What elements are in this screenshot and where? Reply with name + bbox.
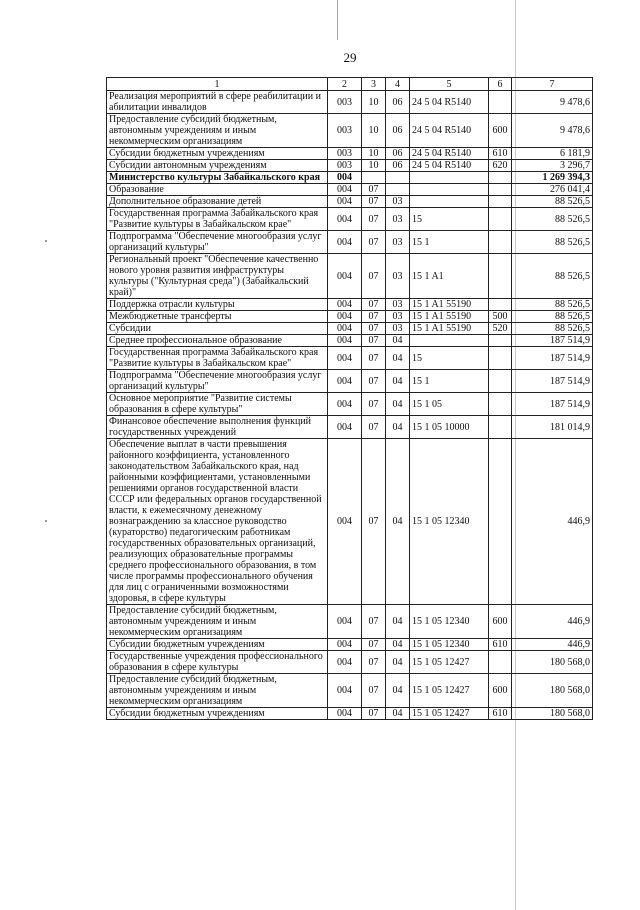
row-pr-cell: 03 bbox=[386, 299, 410, 311]
row-rz-cell: 10 bbox=[362, 91, 386, 114]
row-name-cell: Предоставление субсидий бюджетным, автономным учреждениям и иным некоммерческим организациям bbox=[107, 114, 328, 148]
row-name-cell: Обеспечение выплат в части превышения районного коэффициента, установленного законодательством Забайкальского края, над районными коэффициентами, установленными решениями органов государственной власти СССР или федеральных органов государственной власти, к ежемесячному денежному вознаграждению за классное руководство (кураторство) педагогическим работникам государственных образовательных организаций, реализующих образовательные программы среднего профессионального образования, в том числе программы профессионального обучения для лиц с ограниченными возможностями здоровья, в сфере культуры bbox=[107, 439, 328, 605]
row-vr-cell: 610 bbox=[489, 708, 512, 720]
row-name-cell: Дополнительное образование детей bbox=[107, 196, 328, 208]
row-name-cell: Министерство культуры Забайкальского края bbox=[107, 172, 328, 184]
row-name-cell: Среднее профессиональное образование bbox=[107, 335, 328, 347]
row-name-cell: Субсидии бюджетным учреждениям bbox=[107, 708, 328, 720]
row-name-cell: Субсидии автономным учреждениям bbox=[107, 160, 328, 172]
row-sum-cell: 1 269 394,3 bbox=[512, 172, 593, 184]
row-vr-cell: 600 bbox=[489, 114, 512, 148]
row-sum-cell: 88 526,5 bbox=[512, 299, 593, 311]
row-csr-cell bbox=[410, 184, 489, 196]
row-pr-cell bbox=[386, 184, 410, 196]
row-gr-cell: 004 bbox=[328, 651, 362, 674]
row-vr-cell: 610 bbox=[489, 148, 512, 160]
row-sum-cell: 88 526,5 bbox=[512, 311, 593, 323]
table-row bbox=[107, 172, 593, 184]
table-row bbox=[107, 114, 593, 148]
row-vr-cell bbox=[489, 254, 512, 299]
header-cell: 2 bbox=[328, 78, 362, 91]
table-row bbox=[107, 91, 593, 114]
row-pr-cell: 03 bbox=[386, 208, 410, 231]
row-sum-cell: 181 014,9 bbox=[512, 416, 593, 439]
row-gr-cell: 004 bbox=[328, 311, 362, 323]
row-rz-cell: 07 bbox=[362, 708, 386, 720]
row-vr-cell bbox=[489, 347, 512, 370]
table-row bbox=[107, 254, 593, 299]
row-csr-cell: 15 1 05 12340 bbox=[410, 605, 489, 639]
header-cell: 5 bbox=[410, 78, 489, 91]
row-csr-cell: 15 1 05 10000 bbox=[410, 416, 489, 439]
row-csr-cell: 15 1 05 12340 bbox=[410, 439, 489, 605]
row-name-cell: Реализация мероприятий в сфере реабилитации и абилитации инвалидов bbox=[107, 91, 328, 114]
table-body bbox=[107, 91, 593, 720]
row-csr-cell: 15 1 05 12427 bbox=[410, 708, 489, 720]
table-row bbox=[107, 416, 593, 439]
row-csr-cell: 15 1 bbox=[410, 370, 489, 393]
row-csr-cell: 15 1 A1 55190 bbox=[410, 311, 489, 323]
header-cell: 3 bbox=[362, 78, 386, 91]
table-header-row bbox=[107, 78, 593, 91]
row-vr-cell bbox=[489, 172, 512, 184]
row-sum-cell: 446,9 bbox=[512, 639, 593, 651]
row-rz-cell: 07 bbox=[362, 335, 386, 347]
row-pr-cell: 04 bbox=[386, 370, 410, 393]
row-csr-cell: 15 1 bbox=[410, 231, 489, 254]
row-name-cell: Предоставление субсидий бюджетным, автономным учреждениям и иным некоммерческим организациям bbox=[107, 605, 328, 639]
row-pr-cell: 03 bbox=[386, 196, 410, 208]
page-number: 29 bbox=[343, 50, 357, 65]
row-gr-cell: 004 bbox=[328, 605, 362, 639]
row-vr-cell: 600 bbox=[489, 605, 512, 639]
row-gr-cell: 004 bbox=[328, 172, 362, 184]
row-name-cell: Межбюджетные трансферты bbox=[107, 311, 328, 323]
row-name-cell: Государственная программа Забайкальского края "Развитие культуры в Забайкальском крае" bbox=[107, 347, 328, 370]
row-rz-cell: 07 bbox=[362, 651, 386, 674]
row-csr-cell: 15 bbox=[410, 208, 489, 231]
row-csr-cell: 15 1 05 12340 bbox=[410, 639, 489, 651]
row-rz-cell: 07 bbox=[362, 208, 386, 231]
row-gr-cell: 004 bbox=[328, 208, 362, 231]
table-row bbox=[107, 335, 593, 347]
row-vr-cell bbox=[489, 651, 512, 674]
row-csr-cell: 15 bbox=[410, 347, 489, 370]
header-cell: 6 bbox=[489, 78, 512, 91]
row-name-cell: Подпрограмма "Обеспечение многообразия услуг организаций культуры" bbox=[107, 231, 328, 254]
row-rz-cell: 07 bbox=[362, 370, 386, 393]
row-gr-cell: 004 bbox=[328, 708, 362, 720]
table-row bbox=[107, 439, 593, 605]
row-rz-cell: 07 bbox=[362, 674, 386, 708]
row-csr-cell bbox=[410, 335, 489, 347]
row-rz-cell: 07 bbox=[362, 231, 386, 254]
row-sum-cell: 276 041,4 bbox=[512, 184, 593, 196]
row-gr-cell: 004 bbox=[328, 231, 362, 254]
row-rz-cell: 10 bbox=[362, 148, 386, 160]
row-gr-cell: 004 bbox=[328, 184, 362, 196]
row-csr-cell: 24 5 04 R5140 bbox=[410, 148, 489, 160]
row-pr-cell: 04 bbox=[386, 439, 410, 605]
row-pr-cell: 04 bbox=[386, 393, 410, 416]
table-row bbox=[107, 323, 593, 335]
row-sum-cell: 187 514,9 bbox=[512, 347, 593, 370]
row-pr-cell: 06 bbox=[386, 114, 410, 148]
row-pr-cell: 03 bbox=[386, 311, 410, 323]
row-name-cell: Поддержка отрасли культуры bbox=[107, 299, 328, 311]
row-pr-cell: 03 bbox=[386, 254, 410, 299]
row-vr-cell: 520 bbox=[489, 323, 512, 335]
row-gr-cell: 003 bbox=[328, 148, 362, 160]
row-gr-cell: 004 bbox=[328, 370, 362, 393]
row-sum-cell: 187 514,9 bbox=[512, 393, 593, 416]
row-gr-cell: 004 bbox=[328, 299, 362, 311]
row-gr-cell: 004 bbox=[328, 254, 362, 299]
row-vr-cell: 620 bbox=[489, 160, 512, 172]
row-rz-cell: 07 bbox=[362, 196, 386, 208]
row-pr-cell: 04 bbox=[386, 335, 410, 347]
row-rz-cell: 07 bbox=[362, 416, 386, 439]
row-sum-cell: 6 181,9 bbox=[512, 148, 593, 160]
row-pr-cell: 04 bbox=[386, 416, 410, 439]
row-name-cell: Финансовое обеспечение выполнения функций государственных учреждений bbox=[107, 416, 328, 439]
row-rz-cell: 07 bbox=[362, 311, 386, 323]
row-csr-cell: 15 1 A1 55190 bbox=[410, 299, 489, 311]
row-sum-cell: 88 526,5 bbox=[512, 254, 593, 299]
row-name-cell: Предоставление субсидий бюджетным, автономным учреждениям и иным некоммерческим организациям bbox=[107, 674, 328, 708]
row-csr-cell: 15 1 A1 55190 bbox=[410, 323, 489, 335]
row-sum-cell: 187 514,9 bbox=[512, 370, 593, 393]
row-gr-cell: 004 bbox=[328, 639, 362, 651]
table-row bbox=[107, 605, 593, 639]
row-sum-cell: 180 568,0 bbox=[512, 708, 593, 720]
row-gr-cell: 003 bbox=[328, 114, 362, 148]
row-pr-cell: 04 bbox=[386, 651, 410, 674]
row-rz-cell: 07 bbox=[362, 184, 386, 196]
row-vr-cell bbox=[489, 208, 512, 231]
row-csr-cell: 15 1 A1 bbox=[410, 254, 489, 299]
row-sum-cell: 180 568,0 bbox=[512, 651, 593, 674]
row-rz-cell: 07 bbox=[362, 393, 386, 416]
row-rz-cell: 07 bbox=[362, 299, 386, 311]
table-row bbox=[107, 160, 593, 172]
row-vr-cell bbox=[489, 370, 512, 393]
table-row bbox=[107, 311, 593, 323]
row-sum-cell: 9 478,6 bbox=[512, 91, 593, 114]
row-sum-cell: 88 526,5 bbox=[512, 196, 593, 208]
row-pr-cell: 04 bbox=[386, 708, 410, 720]
row-vr-cell: 600 bbox=[489, 674, 512, 708]
row-pr-cell: 06 bbox=[386, 91, 410, 114]
row-csr-cell bbox=[410, 196, 489, 208]
table-row bbox=[107, 184, 593, 196]
row-gr-cell: 004 bbox=[328, 416, 362, 439]
budget-table bbox=[106, 77, 593, 720]
header-cell: 7 bbox=[512, 78, 593, 91]
row-pr-cell: 03 bbox=[386, 231, 410, 254]
row-gr-cell: 004 bbox=[328, 393, 362, 416]
row-name-cell: Основное мероприятие "Развитие системы образования в сфере культуры" bbox=[107, 393, 328, 416]
table-row bbox=[107, 231, 593, 254]
row-csr-cell: 15 1 05 bbox=[410, 393, 489, 416]
row-vr-cell bbox=[489, 299, 512, 311]
row-name-cell: Государственная программа Забайкальского края "Развитие культуры в Забайкальском крае" bbox=[107, 208, 328, 231]
row-pr-cell: 06 bbox=[386, 148, 410, 160]
row-csr-cell: 15 1 05 12427 bbox=[410, 651, 489, 674]
row-gr-cell: 004 bbox=[328, 439, 362, 605]
row-csr-cell: 24 5 04 R5140 bbox=[410, 160, 489, 172]
row-gr-cell: 004 bbox=[328, 335, 362, 347]
row-csr-cell: 24 5 04 R5140 bbox=[410, 114, 489, 148]
table-row bbox=[107, 708, 593, 720]
row-vr-cell bbox=[489, 439, 512, 605]
table-row bbox=[107, 148, 593, 160]
row-rz-cell: 07 bbox=[362, 254, 386, 299]
row-name-cell: Образование bbox=[107, 184, 328, 196]
table-row bbox=[107, 639, 593, 651]
row-csr-cell: 24 5 04 R5140 bbox=[410, 91, 489, 114]
row-pr-cell: 03 bbox=[386, 323, 410, 335]
top-margin-line bbox=[337, 0, 338, 40]
row-vr-cell bbox=[489, 91, 512, 114]
row-sum-cell: 3 296,7 bbox=[512, 160, 593, 172]
header-cell: 4 bbox=[386, 78, 410, 91]
row-vr-cell bbox=[489, 335, 512, 347]
row-pr-cell: 04 bbox=[386, 639, 410, 651]
scan-speck bbox=[45, 520, 47, 522]
table-row bbox=[107, 299, 593, 311]
row-pr-cell: 04 bbox=[386, 605, 410, 639]
row-sum-cell: 9 478,6 bbox=[512, 114, 593, 148]
row-gr-cell: 004 bbox=[328, 347, 362, 370]
row-vr-cell: 500 bbox=[489, 311, 512, 323]
row-rz-cell: 10 bbox=[362, 114, 386, 148]
row-rz-cell bbox=[362, 172, 386, 184]
row-pr-cell: 06 bbox=[386, 160, 410, 172]
row-name-cell: Субсидии bbox=[107, 323, 328, 335]
row-name-cell: Государственные учреждения профессионального образования в сфере культуры bbox=[107, 651, 328, 674]
table-row bbox=[107, 370, 593, 393]
row-gr-cell: 003 bbox=[328, 160, 362, 172]
row-gr-cell: 004 bbox=[328, 323, 362, 335]
scan-speck bbox=[45, 240, 47, 242]
row-gr-cell: 004 bbox=[328, 196, 362, 208]
row-sum-cell: 446,9 bbox=[512, 439, 593, 605]
row-vr-cell bbox=[489, 184, 512, 196]
row-rz-cell: 07 bbox=[362, 605, 386, 639]
row-name-cell: Подпрограмма "Обеспечение многообразия услуг организаций культуры" bbox=[107, 370, 328, 393]
row-pr-cell: 04 bbox=[386, 674, 410, 708]
row-vr-cell bbox=[489, 393, 512, 416]
row-csr-cell bbox=[410, 172, 489, 184]
table-row bbox=[107, 674, 593, 708]
table-row bbox=[107, 651, 593, 674]
table-row bbox=[107, 208, 593, 231]
row-name-cell: Субсидии бюджетным учреждениям bbox=[107, 639, 328, 651]
row-sum-cell: 88 526,5 bbox=[512, 208, 593, 231]
row-vr-cell bbox=[489, 196, 512, 208]
table-row bbox=[107, 347, 593, 370]
row-sum-cell: 88 526,5 bbox=[512, 231, 593, 254]
header-cell: 1 bbox=[107, 78, 328, 91]
row-vr-cell bbox=[489, 416, 512, 439]
row-sum-cell: 88 526,5 bbox=[512, 323, 593, 335]
row-rz-cell: 07 bbox=[362, 347, 386, 370]
row-sum-cell: 446,9 bbox=[512, 605, 593, 639]
row-pr-cell: 04 bbox=[386, 347, 410, 370]
row-pr-cell bbox=[386, 172, 410, 184]
row-rz-cell: 07 bbox=[362, 439, 386, 605]
table-row bbox=[107, 393, 593, 416]
row-csr-cell: 15 1 05 12427 bbox=[410, 674, 489, 708]
row-name-cell: Региональный проект "Обеспечение качественно нового уровня развития инфраструктуры культуры ("Культурная среда") (Забайкальский край)" bbox=[107, 254, 328, 299]
row-rz-cell: 10 bbox=[362, 160, 386, 172]
row-gr-cell: 004 bbox=[328, 674, 362, 708]
row-rz-cell: 07 bbox=[362, 639, 386, 651]
row-gr-cell: 003 bbox=[328, 91, 362, 114]
table-row bbox=[107, 196, 593, 208]
row-sum-cell: 187 514,9 bbox=[512, 335, 593, 347]
row-vr-cell bbox=[489, 231, 512, 254]
row-vr-cell: 610 bbox=[489, 639, 512, 651]
row-rz-cell: 07 bbox=[362, 323, 386, 335]
row-name-cell: Субсидии бюджетным учреждениям bbox=[107, 148, 328, 160]
row-sum-cell: 180 568,0 bbox=[512, 674, 593, 708]
